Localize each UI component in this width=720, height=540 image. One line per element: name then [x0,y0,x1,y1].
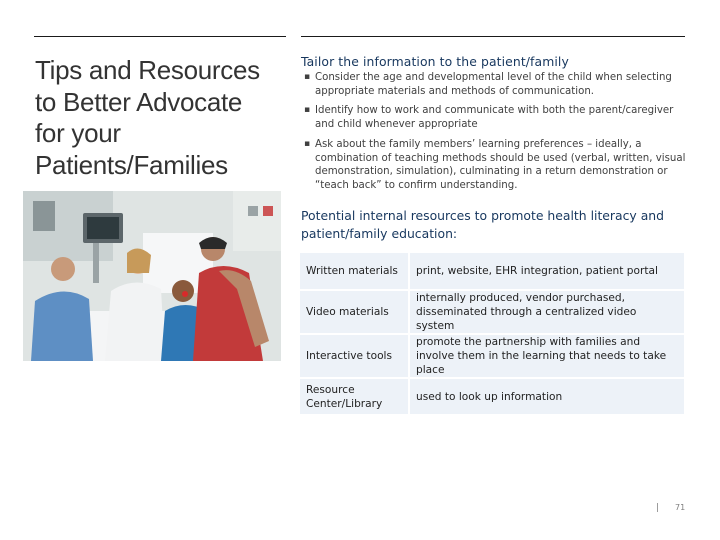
table-row [300,253,684,289]
bullet-icon: ▪ [304,72,311,82]
resource-description-cell: print, website, EHR integration, patient portal [410,253,684,289]
page-number: 71 [675,503,686,512]
tailor-bullet-list [303,71,688,199]
tailor-heading: Tailor the information to the patient/family [301,54,569,69]
title-top-rule [34,36,286,37]
table-row [300,379,684,414]
resource-type-cell: Resource Center/Library [300,379,410,414]
resources-table [300,251,684,416]
bullet-text: Identify how to work and communicate with both the parent/caregiver and child whenever appropriate [315,105,674,131]
bullet-text: Ask about the family members’ learning preferences – ideally, a combination of teaching methods should be used (verbal, written, visual demonstration, simulation), culminating in a return demonstration or “teach back” to confirm understanding. [315,138,686,191]
table-row [300,335,684,377]
resource-description-cell: used to look up information [410,379,684,414]
table-row [300,291,684,333]
hospital-family-photo [23,191,281,361]
resource-description-cell: internally produced, vendor purchased, disseminated through a centralized video system [410,291,684,333]
resource-type-cell: Written materials [300,253,410,289]
resources-heading: Potential internal resources to promote health literacy and patient/family education: [301,208,665,241]
resource-type-cell: Video materials [300,291,410,333]
slide-title: Tips and Resources to Better Advocate for your Patients/Families [35,55,260,180]
content-top-rule [301,36,685,37]
bullet-icon: ▪ [304,105,311,116]
bullet-text: Consider the age and developmental level of the child when selecting appropriate materials and methods of communication. [315,72,672,97]
list-item [303,71,688,98]
list-item [303,104,688,131]
list-item [303,138,688,193]
bullet-icon: ▪ [304,138,311,149]
resource-description-cell: promote the partnership with families and involve them in the learning that needs to take place [410,335,684,377]
footer-separator: | [656,503,660,513]
resource-type-cell: Interactive tools [300,335,410,377]
